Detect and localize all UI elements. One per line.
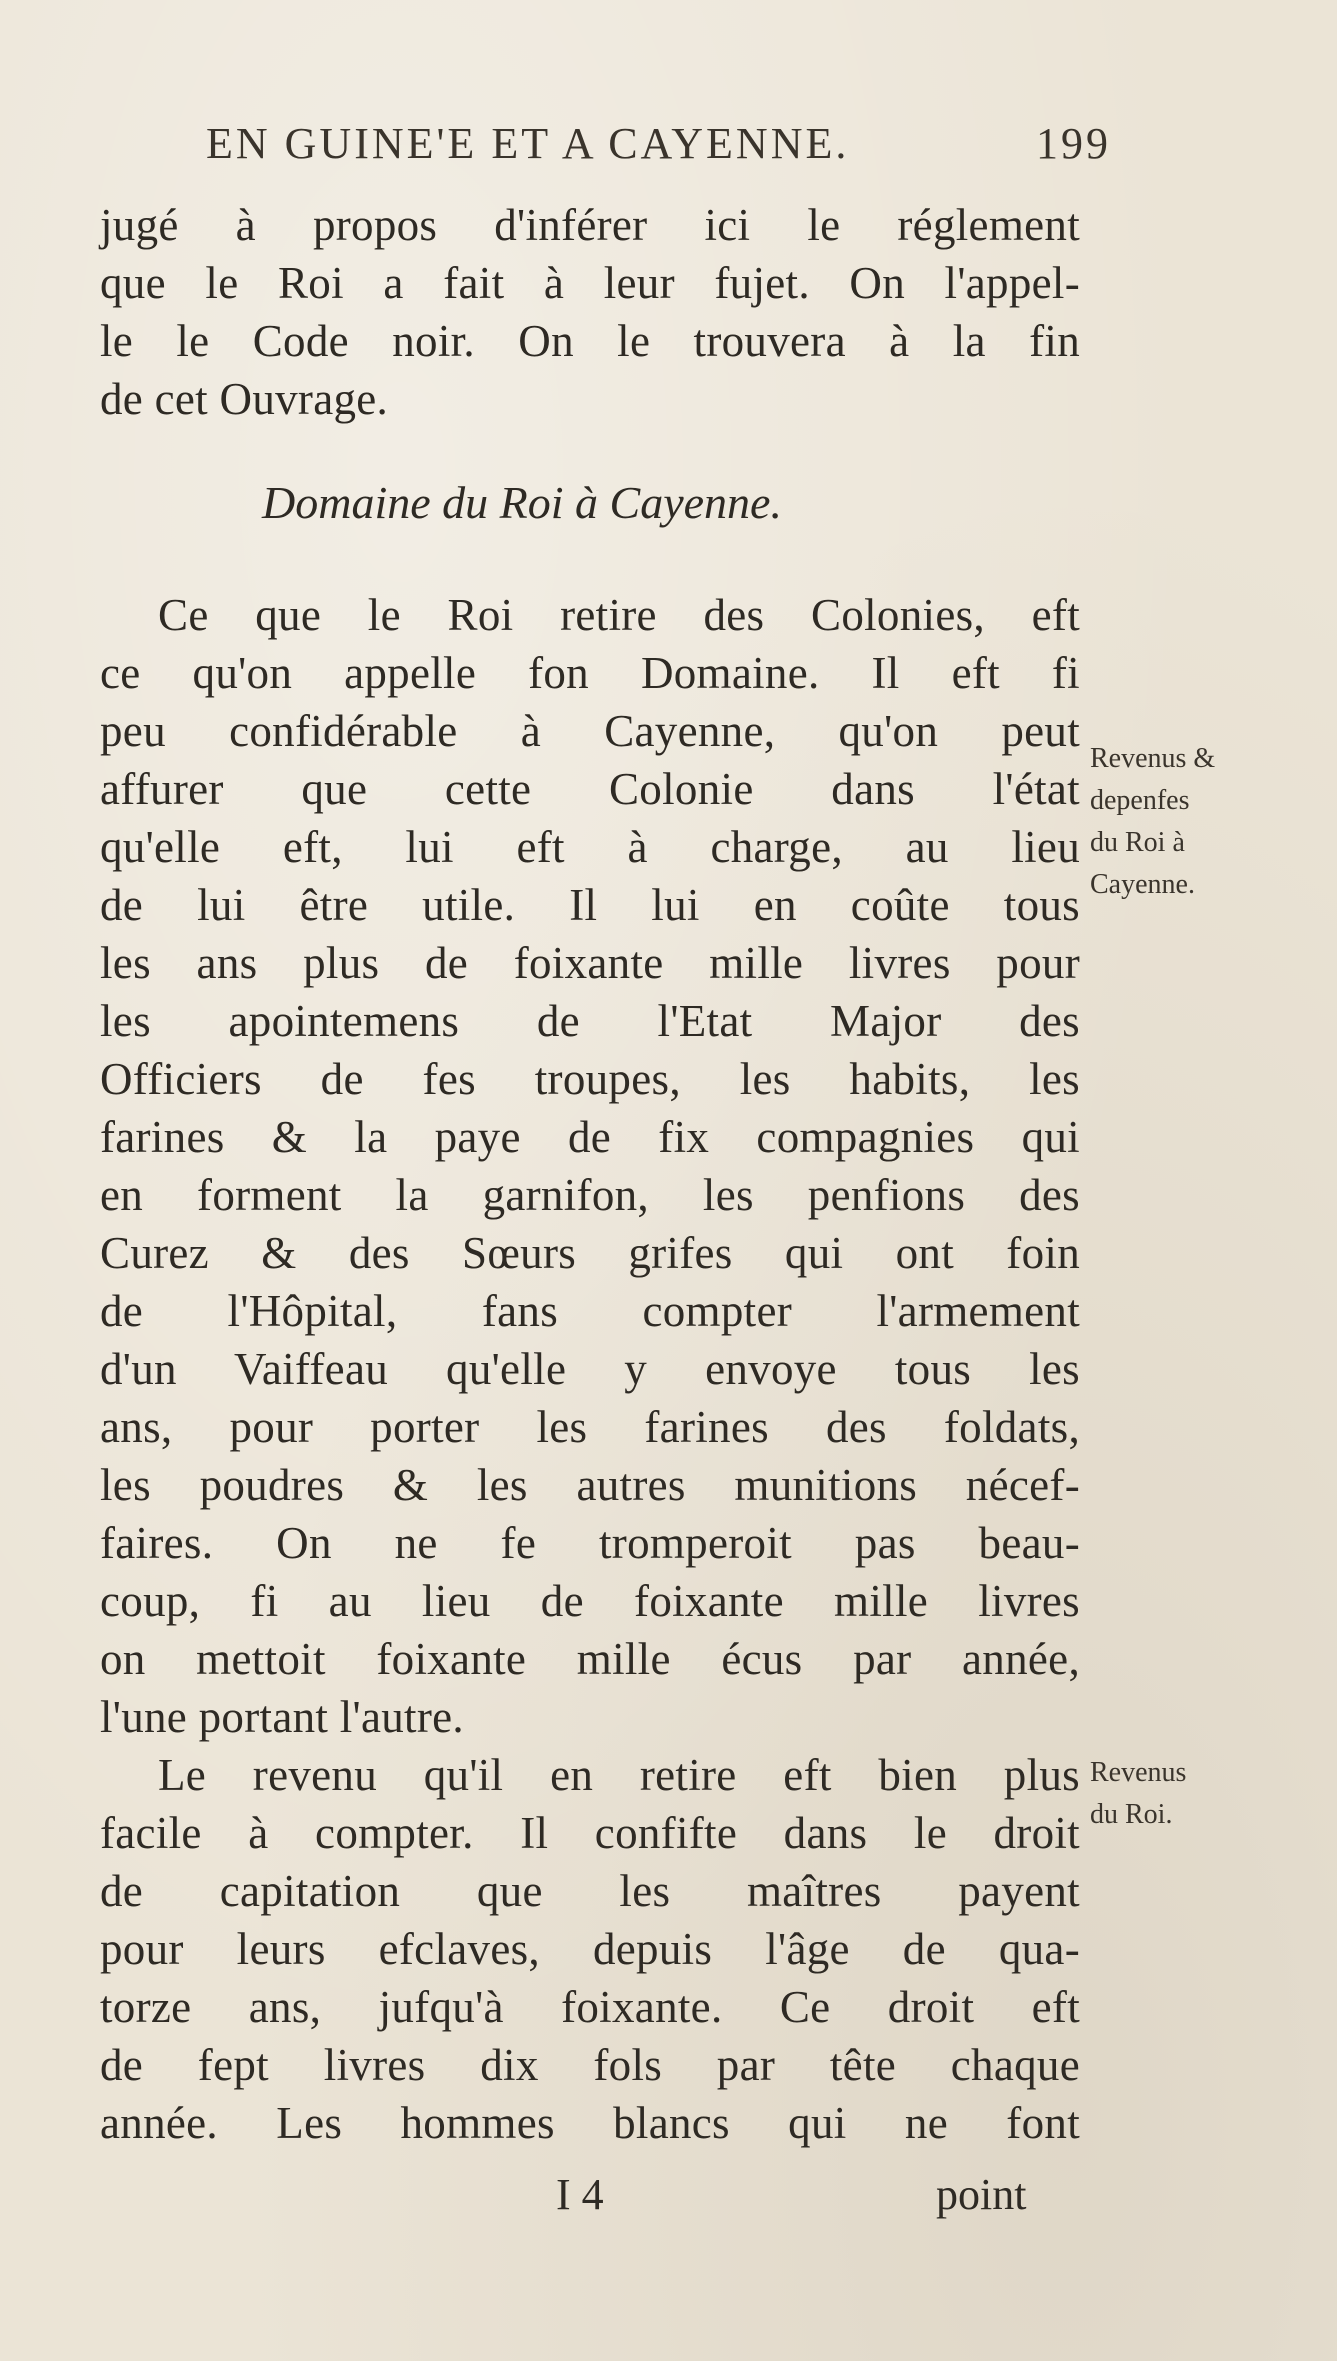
text-line: peu confidérable à Cayenne, qu'on peut xyxy=(100,706,1080,756)
text-line: coup, fi au lieu de foixante mille livres xyxy=(100,1576,1080,1626)
page-number: 199 xyxy=(1036,119,1111,168)
margin-note-revenus-roi xyxy=(1090,1752,1290,1836)
margin-note-line: Revenus & xyxy=(1090,743,1216,774)
margin-note-line: depenfes xyxy=(1090,785,1190,816)
text-line: l'une portant l'autre. xyxy=(100,1692,464,1742)
text-line: que le Roi a fait à leur fujet. On l'appel- xyxy=(100,258,1080,308)
text-line: pour leurs efclaves, depuis l'âge de qua- xyxy=(100,1924,1080,1974)
text-line: de cet Ouvrage. xyxy=(100,374,389,424)
margin-note-revenus-depenses xyxy=(1090,738,1290,906)
text-line: le le Code noir. On le trouvera à la fin xyxy=(100,316,1080,366)
text-line: ans, pour porter les farines des foldats, xyxy=(100,1402,1080,1452)
text-line: Ce que le Roi retire des Colonies, eft xyxy=(158,590,1080,640)
text-line: de capitation que les maîtres payent xyxy=(100,1866,1080,1916)
text-line: affurer que cette Colonie dans l'état xyxy=(100,764,1080,814)
text-line: d'un Vaiffeau qu'elle y envoye tous les xyxy=(100,1344,1080,1394)
section-heading: Domaine du Roi à Cayenne. xyxy=(262,477,782,528)
text-line: on mettoit foixante mille écus par année, xyxy=(100,1634,1080,1684)
text-line: Curez & des Sœurs grifes qui ont foin xyxy=(100,1228,1080,1278)
text-line: les poudres & les autres munitions nécef- xyxy=(100,1460,1080,1510)
running-title: EN GUINE'E ET A CAYENNE. xyxy=(206,119,850,168)
text-line: farines & la paye de fix compagnies qui xyxy=(100,1112,1080,1162)
catchword: point xyxy=(936,2170,1027,2219)
text-line: année. Les hommes blancs qui ne font xyxy=(100,2098,1080,2148)
text-line: de fept livres dix fols par tête chaque xyxy=(100,2040,1080,2090)
margin-note-line: Cayenne. xyxy=(1090,869,1195,900)
text-line: les ans plus de foixante mille livres pour xyxy=(100,938,1080,988)
text-line: qu'elle eft, lui eft à charge, au lieu xyxy=(100,822,1080,872)
text-line: jugé à propos d'inférer ici le réglement xyxy=(100,200,1080,250)
margin-note-line: du Roi à xyxy=(1090,827,1185,858)
text-line: facile à compter. Il confifte dans le droit xyxy=(100,1808,1080,1858)
margin-note-line: du Roi. xyxy=(1090,1799,1173,1830)
text-line: torze ans, jufqu'à foixante. Ce droit eft xyxy=(100,1982,1080,2032)
text-line: Le revenu qu'il en retire eft bien plus xyxy=(158,1750,1080,1800)
text-line: Officiers de fes troupes, les habits, les xyxy=(100,1054,1080,1104)
text-line: de l'Hôpital, fans compter l'armement xyxy=(100,1286,1080,1336)
text-line: les apointemens de l'Etat Major des xyxy=(100,996,1080,1046)
page-header xyxy=(206,118,1111,178)
text-line: ce qu'on appelle fon Domaine. Il eft fi xyxy=(100,648,1080,698)
margin-note-line: Revenus xyxy=(1090,1757,1187,1788)
text-line: en forment la garnifon, les penfions des xyxy=(100,1170,1080,1220)
signature-mark: I 4 xyxy=(556,2170,604,2219)
text-line: faires. On ne fe tromperoit pas beau- xyxy=(100,1518,1080,1568)
text-line: de lui être utile. Il lui en coûte tous xyxy=(100,880,1080,930)
